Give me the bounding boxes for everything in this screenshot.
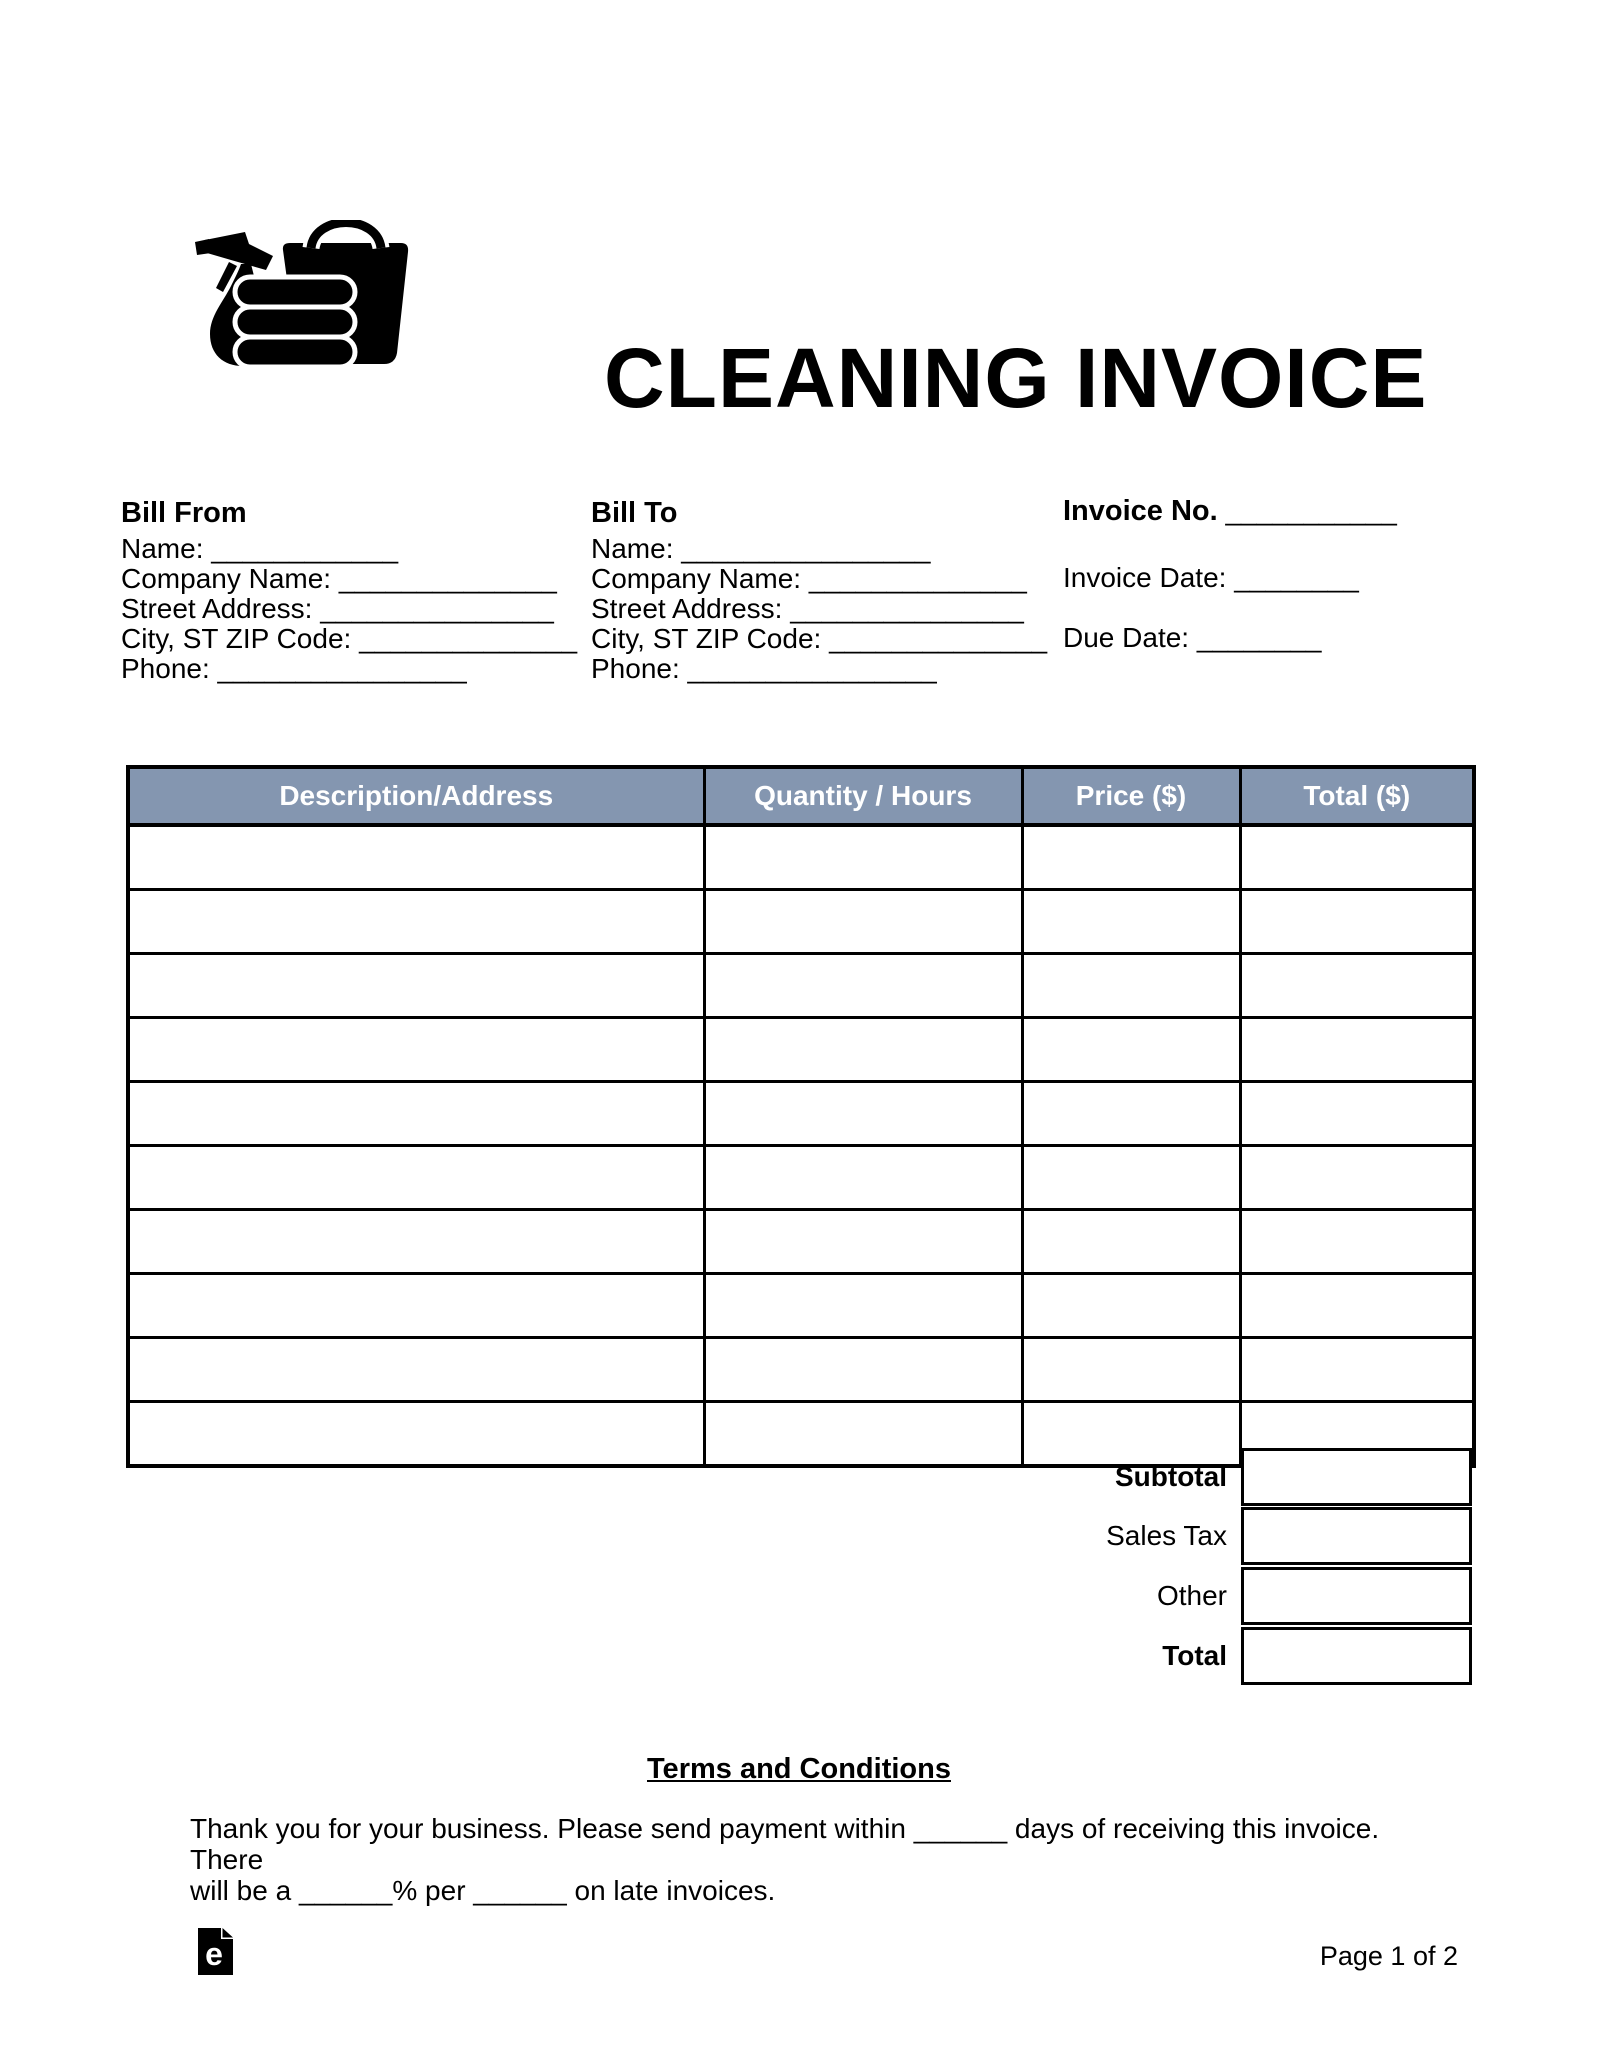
eforms-logo-letter: e: [205, 1936, 223, 1972]
table-cell-empty: [1240, 1082, 1474, 1146]
invoice-number-label: Invoice No.: [1063, 495, 1218, 527]
table-cell-empty: [1022, 1338, 1240, 1402]
table-cell-empty: [1240, 954, 1474, 1018]
table-row: [128, 1018, 1474, 1082]
table-cell-empty: [1022, 1082, 1240, 1146]
invoice-number-field: [1063, 496, 1397, 526]
bill-to-city-field: City, ST ZIP Code: ______________: [591, 623, 1048, 654]
subtotal-row: [126, 1448, 1472, 1506]
table-cell-empty: [704, 1082, 1022, 1146]
table-row: [128, 1146, 1474, 1210]
table-cell-empty: [1240, 825, 1474, 890]
table-row: [128, 1274, 1474, 1338]
table-body: [128, 825, 1474, 1466]
invoice-date-field: Invoice Date: ________: [1063, 562, 1359, 593]
bill-to-section: [591, 496, 1047, 684]
sales-tax-label: Sales Tax: [1106, 1520, 1227, 1551]
col-header-total: Total ($): [1240, 767, 1474, 825]
col-header-price: Price ($): [1022, 767, 1240, 825]
table-row: [128, 954, 1474, 1018]
table-cell-empty: [128, 1146, 704, 1210]
table-cell-empty: [704, 825, 1022, 890]
eforms-logo-icon: [198, 1928, 233, 1975]
table-cell-empty: [704, 1338, 1022, 1402]
bill-from-heading: Bill From: [121, 497, 247, 529]
total-label: Total: [1162, 1640, 1227, 1671]
col-header-description: Description/Address: [128, 767, 704, 825]
invoice-meta-section: [1063, 496, 1397, 653]
table-cell-empty: [1022, 954, 1240, 1018]
table-cell-empty: [1240, 1338, 1474, 1402]
bill-from-city-field: City, ST ZIP Code: ______________: [121, 623, 578, 654]
bill-to-street-field: Street Address: _______________: [591, 593, 1024, 624]
table-cell-empty: [128, 825, 704, 890]
subtotal-label: Subtotal: [1115, 1461, 1227, 1492]
col-header-quantity: Quantity / Hours: [704, 767, 1022, 825]
table-cell-empty: [1022, 1018, 1240, 1082]
table-cell-empty: [704, 1018, 1022, 1082]
terms-line-2: will be a ______% per ______ on late invoices.: [190, 1875, 776, 1906]
table-cell-empty: [1240, 1210, 1474, 1274]
table-cell-empty: [704, 954, 1022, 1018]
table-cell-empty: [704, 890, 1022, 954]
cleaning-supplies-icon: [183, 220, 413, 370]
table-row: [128, 825, 1474, 890]
invoice-number-blank: ___________: [1217, 495, 1397, 526]
bill-to-name-field: Name: ________________: [591, 533, 931, 564]
bill-from-street-field: Street Address: _______________: [121, 593, 554, 624]
due-date-field: Due Date: ________: [1063, 622, 1322, 653]
table-cell-empty: [1240, 890, 1474, 954]
bill-to-heading: Bill To: [591, 497, 678, 529]
other-row: [126, 1567, 1472, 1625]
total-value-box: [1241, 1627, 1472, 1685]
table-cell-empty: [1022, 1274, 1240, 1338]
table-cell-empty: [1240, 1018, 1474, 1082]
table-cell-empty: [704, 1210, 1022, 1274]
table-row: [128, 890, 1474, 954]
bill-from-section: [121, 496, 577, 684]
table-cell-empty: [1240, 1274, 1474, 1338]
table-cell-empty: [128, 954, 704, 1018]
table-cell-empty: [128, 1210, 704, 1274]
sales-tax-row: [126, 1507, 1472, 1565]
table-row: [128, 1338, 1474, 1402]
table-header-row: [128, 767, 1474, 825]
table-cell-empty: [1022, 825, 1240, 890]
terms-paragraph: [190, 1813, 1400, 1906]
sales-tax-value-box: [1241, 1507, 1472, 1565]
bill-to-phone-field: Phone: ________________: [591, 653, 937, 684]
page-title: CLEANING INVOICE: [604, 331, 1428, 425]
table-row: [128, 1210, 1474, 1274]
table-cell-empty: [128, 1338, 704, 1402]
table-cell-empty: [1240, 1146, 1474, 1210]
page-number: Page 1 of 2: [1319, 1941, 1458, 1971]
subtotal-value-box: [1241, 1448, 1472, 1506]
table-cell-empty: [128, 1082, 704, 1146]
table-cell-empty: [128, 1018, 704, 1082]
table-cell-empty: [1022, 890, 1240, 954]
table-cell-empty: [1022, 1210, 1240, 1274]
total-row: [126, 1627, 1472, 1685]
terms-heading: Terms and Conditions: [647, 1753, 951, 1785]
other-value-box: [1241, 1567, 1472, 1625]
other-label: Other: [1156, 1580, 1227, 1611]
table-cell-empty: [1022, 1146, 1240, 1210]
table-cell-empty: [704, 1146, 1022, 1210]
table-row: [128, 1082, 1474, 1146]
line-items-table: [126, 765, 1476, 1468]
terms-line-1: Thank you for your business. Please send payment within ______ days of receiving this invoice. There: [190, 1813, 1380, 1875]
bill-to-company-field: Company Name: ______________: [591, 563, 1027, 594]
table-cell-empty: [128, 1274, 704, 1338]
table-cell-empty: [128, 890, 704, 954]
table-cell-empty: [704, 1274, 1022, 1338]
bill-from-phone-field: Phone: ________________: [121, 653, 467, 684]
bill-from-name-field: Name: ____________: [121, 533, 399, 564]
bill-from-company-field: Company Name: ______________: [121, 563, 557, 594]
